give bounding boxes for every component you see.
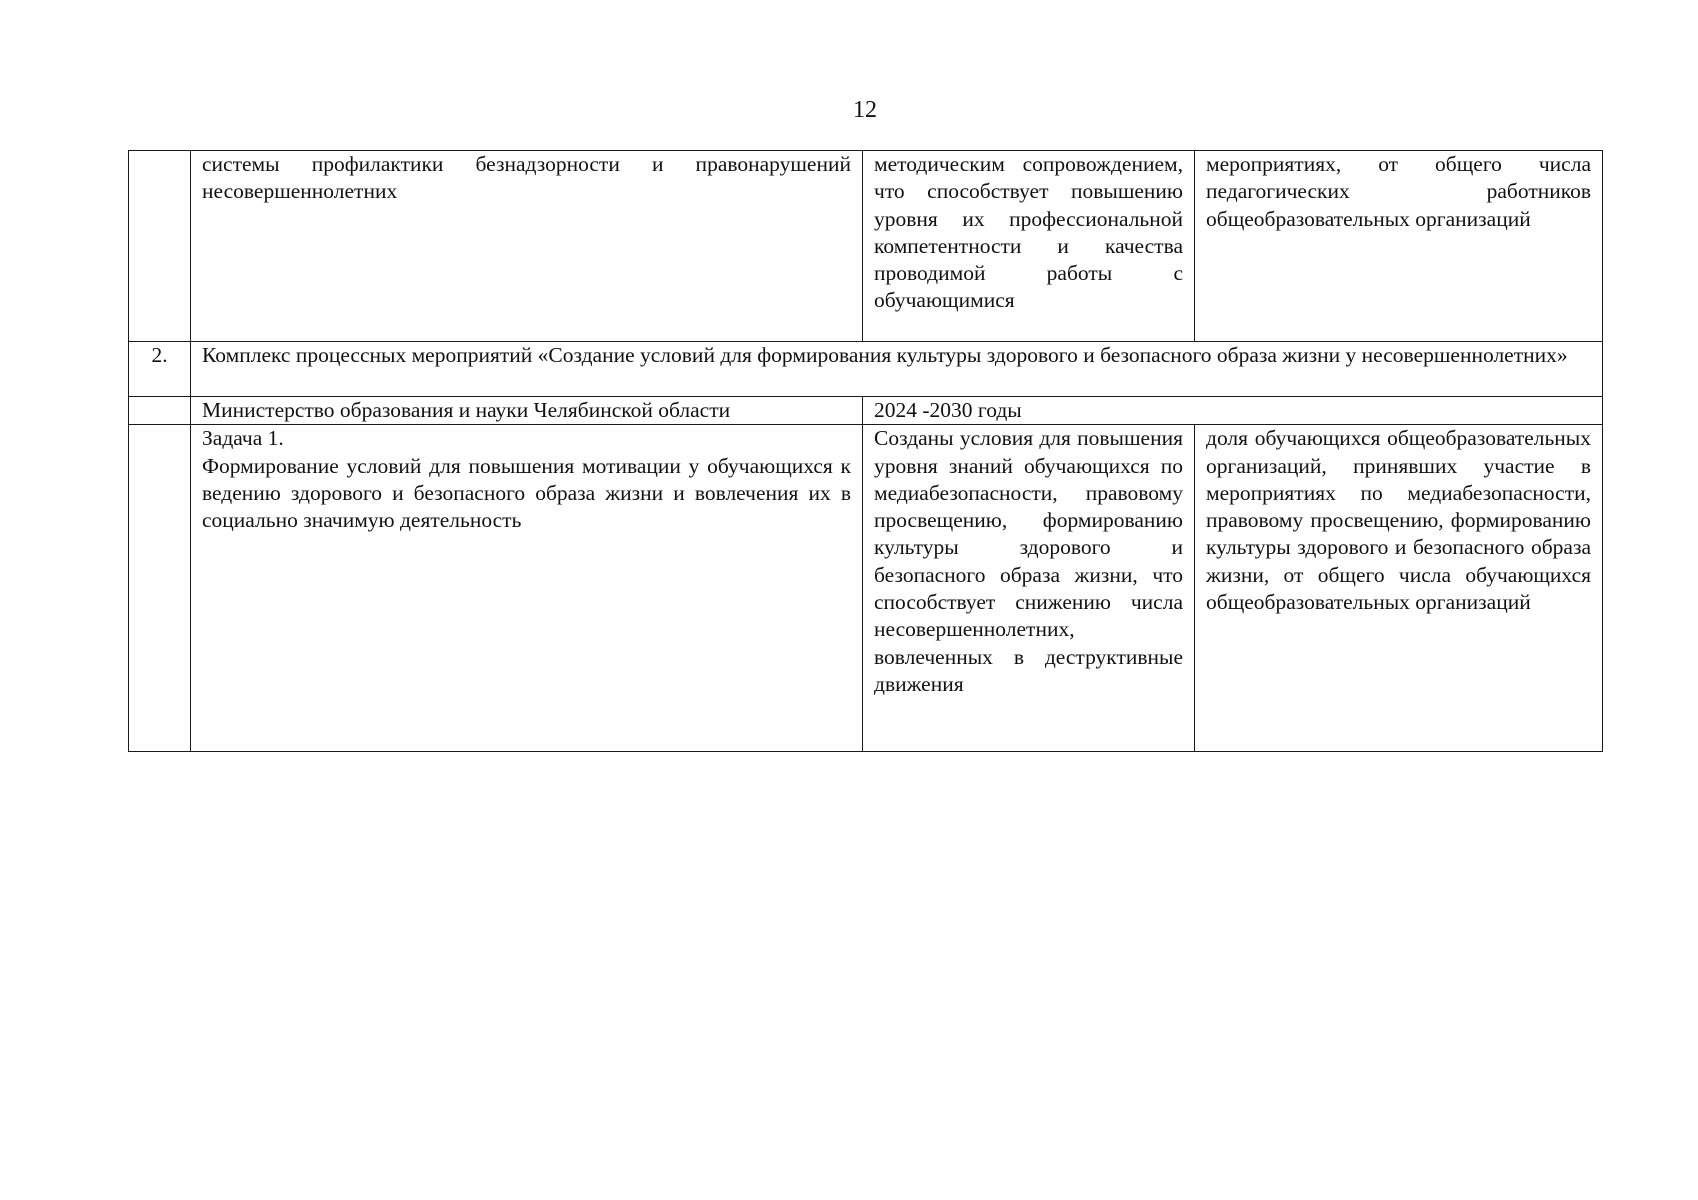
activity-name-cell: системы профилактики безнадзорности и правонарушений несовершеннолетних — [191, 151, 863, 342]
section-title-cell: Комплекс процессных мероприятий «Создание условий для формирования культуры здорового и безопасного образа жизни у несовершеннолетних» — [191, 342, 1603, 397]
result-cell: Созданы условия для повышения уровня знаний обучающихся по медиабезопасности, правовому просвещению, формированию культуры здорового и безопасного образа жизни, что способствует снижению числа несовершеннолетних, вовлеченных в деструктивные движения — [863, 425, 1195, 752]
task-cell — [191, 425, 863, 752]
row-number-cell — [129, 397, 191, 425]
table-row — [129, 151, 1603, 342]
task-text: Формирование условий для повышения мотивации у обучающихся к ведению здорового и безопасного образа жизни и вовлечения их в социально значимую деятельность — [202, 453, 851, 533]
table-row — [129, 425, 1603, 752]
result-cell: методическим сопровождением, что способствует повышению уровня их профессиональной компетентности и качества проводимой работы с обучающимися — [863, 151, 1195, 342]
table-row — [129, 397, 1603, 425]
activities-table — [128, 150, 1603, 752]
row-number-cell — [129, 151, 191, 342]
task-label: Задача 1. — [202, 426, 284, 451]
page-number: 12 — [853, 97, 877, 123]
indicator-cell: доля обучающихся общеобразовательных организаций, принявших участие в мероприятиях по медиабезопасности, правовому просвещению, формированию культуры здорового и безопасного образа жизни, от общего числа обучающихся общеобразовательных организаций — [1195, 425, 1603, 752]
indicator-cell: мероприятиях, от общего числа педагогических работников общеобразовательных организаций — [1195, 151, 1603, 342]
section-number-cell: 2. — [129, 342, 191, 397]
period-cell: 2024 -2030 годы — [863, 397, 1603, 425]
section-header-row — [129, 342, 1603, 397]
row-number-cell — [129, 425, 191, 752]
responsible-cell: Министерство образования и науки Челябинской области — [191, 397, 863, 425]
